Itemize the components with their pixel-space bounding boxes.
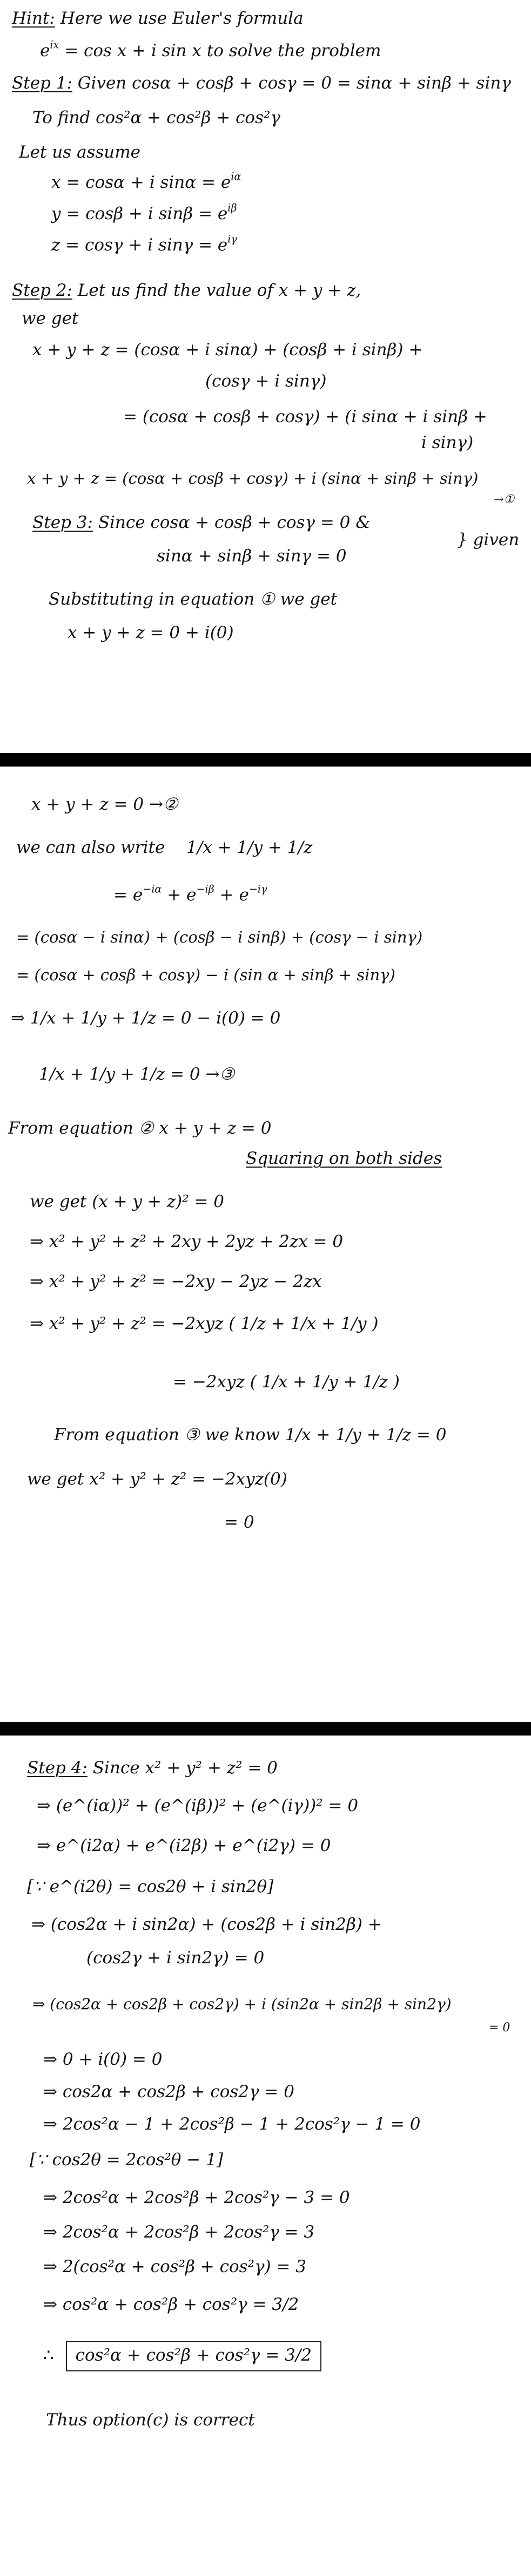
step4-line-4b: (cos2γ + i sin2γ) = 0 (86, 1948, 265, 1968)
final-answer-row (43, 2344, 321, 2366)
step4-line-13: ⇒ cos²α + cos²β + cos²γ = 3/2 (43, 2295, 299, 2314)
cos-form-1: = (cosα − i sinα) + (cosβ − i sinβ) + (cosγ − i sinγ) (16, 928, 423, 946)
square-step-3: ⇒ x² + y² + z² = −2xy − 2yz − 2zx (30, 1272, 322, 1291)
page-separator (0, 753, 531, 767)
page-3 (0, 1736, 531, 2576)
we-get-zero-product: we get x² + y² + z² = −2xyz(0) (27, 1469, 287, 1489)
step4-line-11: ⇒ 2cos²α + 2cos²β + 2cos²γ = 3 (43, 2222, 315, 2242)
step3-text: Since cosα + cosβ + cosγ = 0 & (98, 513, 371, 532)
step3-line (32, 512, 371, 533)
step1-line (12, 72, 511, 94)
let-assume: Let us assume (19, 143, 140, 162)
equation-2: x + y + z = 0 →② (31, 795, 178, 814)
step4-line-1: ⇒ (e^(iα))² + (e^(iβ))² + (e^(iγ))² = 0 (37, 1796, 359, 1815)
step3-line-2: sinα + sinβ + sinγ = 0 (157, 546, 347, 566)
eq1-line-b: (cosγ + i sinγ) (205, 371, 327, 391)
also-write-line: we can also write 1/x + 1/y + 1/z (16, 838, 313, 857)
given-brace: } given (457, 530, 520, 550)
y-definition: y = cosβ + i $\sin\beta = e^{i\beta}$ (51, 201, 237, 223)
page-1 (0, 0, 531, 753)
from-equation-2: From equation ② x + y + z = 0 (8, 1118, 272, 1138)
step4-line-12: ⇒ 2(cos²α + cos²β + cos²γ) = 3 (43, 2257, 306, 2276)
eq1-ref: →① (494, 493, 515, 506)
square-step-4: ⇒ x² + y² + z² = −2xyz ( 1/z + 1/x + 1/y ) (30, 1314, 379, 1333)
conclusion: Thus option(c) is correct (46, 2410, 255, 2430)
z-definition: z = cosγ + i $\sin\gamma = e^{i\gamma}$ (51, 233, 237, 255)
step4-text: Since x² + y² + z² = 0 (92, 1758, 278, 1778)
step1-label: Step 1: (12, 73, 72, 93)
x-definition: x = cosα + i $\sin\alpha = e^{i\alpha}$ (51, 170, 241, 192)
step4-line-4a: ⇒ (cos2α + i sin2α) + (cos2β + i sin2β) + (31, 1915, 382, 1934)
squaring-both-sides: Squaring on both sides (246, 1149, 442, 1168)
step4-line-2: ⇒ e^(i2α) + e^(i2β) + e^(i2γ) = 0 (37, 1836, 331, 1855)
from-equation-3: From equation ③ we know 1/x + 1/y + 1/z = 0 (54, 1425, 447, 1445)
eq1-line-a: x + y + z = (cosα + i sinα) + (cosβ + i sinβ) + (32, 340, 423, 360)
square-step-1: we get (x + y + z)² = 0 (30, 1192, 224, 1211)
step2-label: Step 2: (12, 281, 72, 300)
hint-text: Here we use Euler's formula (60, 9, 304, 28)
eq1-line-d: i sinγ) (421, 433, 474, 452)
step2-text: Let us find the value of x + y + z, (77, 281, 361, 300)
therefore-symbol: ∴ (43, 2345, 54, 2365)
reciprocal-equals-zero: ⇒ 1/x + 1/y + 1/z = 0 − i(0) = 0 (11, 1008, 281, 1028)
eq1-line-e: x + y + z = (cosα + cosβ + cosγ) + i (sinα + sinβ + sinγ) (27, 469, 479, 487)
eq1-line-c: = (cosα + cosβ + cosγ) + (i sinα + i sinβ + (123, 407, 487, 426)
step4-label: Step 4: (27, 1758, 88, 1778)
step4-line-5a: ⇒ (cos2α + cos2β + cos2γ) + i (sin2α + sin2β + sin2γ) (32, 1995, 452, 2013)
step4-line-5b: = 0 (489, 2021, 510, 2035)
we-get: we get (22, 309, 79, 328)
step4-line-7: ⇒ cos2α + cos2β + cos2γ = 0 (43, 2082, 294, 2102)
identity-euler-double: [∵ e^(i2θ) = cos2θ + i sin2θ] (27, 1877, 274, 1896)
cos-form-2: = (cosα + cosβ + cosγ) − i (sin α + sinβ + sinγ) (16, 966, 395, 984)
to-find: To find cos²α + cos²β + cos²γ (32, 108, 280, 127)
final-answer-box: cos²α + cos²β + cos²γ = 3/2 (66, 2341, 321, 2371)
page-2 (0, 767, 531, 1722)
equation-3: 1/x + 1/y + 1/z = 0 →③ (39, 1065, 235, 1084)
reciprocal-sum: 1/x + 1/y + 1/z (186, 838, 313, 857)
euler-formula: $e^{ix} = \cos x + i$ sin x to solve the problem (40, 38, 381, 60)
step4-line-10: ⇒ 2cos²α + 2cos²β + 2cos²γ − 3 = 0 (43, 2188, 350, 2207)
substituted-equation: x + y + z = 0 + i(0) (68, 623, 234, 642)
page-separator (0, 1722, 531, 1736)
hint-label: Hint: (12, 9, 55, 28)
step4-line-8: ⇒ 2cos²α − 1 + 2cos²β − 1 + 2cos²γ − 1 = 0 (43, 2114, 421, 2134)
step2-line (12, 280, 361, 301)
step1-text: Given cosα + cosβ + cosγ = 0 = sinα + sinβ + sinγ (77, 73, 511, 93)
exponential-form: = $e^{-i\alpha} + e^{-i\beta} + e^{-i\gamma}$ (113, 883, 267, 905)
square-step-5: = −2xyz ( 1/x + 1/y + 1/z ) (173, 1372, 400, 1392)
substituting-text: Substituting in equation ① we get (49, 589, 338, 609)
equals-zero: = 0 (224, 1513, 254, 1532)
step3-label: Step 3: (32, 513, 93, 532)
step4-line-6: ⇒ 0 + i(0) = 0 (43, 2050, 163, 2069)
identity-cos-double: [∵ cos2θ = 2cos²θ − 1] (30, 2150, 223, 2170)
hint-line (12, 8, 304, 29)
square-step-2: ⇒ x² + y² + z² + 2xy + 2yz + 2zx = 0 (30, 1232, 344, 1251)
step4-line (27, 1757, 278, 1779)
